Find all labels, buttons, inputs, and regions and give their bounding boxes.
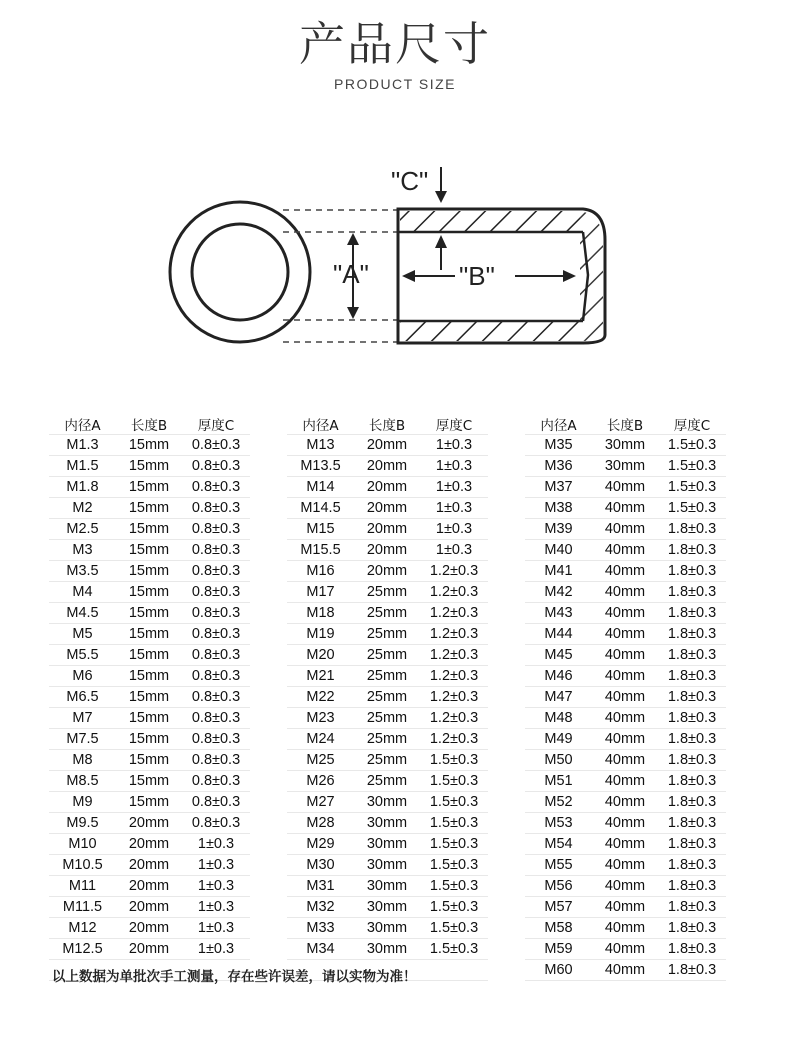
label-b: "B" <box>459 261 495 291</box>
cell-thickness: 0.8±0.3 <box>182 582 250 603</box>
table-row <box>49 855 726 876</box>
table-row <box>49 834 726 855</box>
cell-length: 20mm <box>354 456 420 477</box>
cell-length: 15mm <box>116 708 182 729</box>
cell-thickness: 1.8±0.3 <box>658 540 726 561</box>
table-row <box>49 645 726 666</box>
cell-inner-diameter: M11 <box>49 876 116 897</box>
cell-thickness: 0.8±0.3 <box>182 666 250 687</box>
header-inner-diameter: 内径A <box>49 414 116 435</box>
cell-length: 40mm <box>592 855 658 876</box>
cell-thickness: 1.8±0.3 <box>658 624 726 645</box>
page-title: 产品尺寸 <box>299 17 491 71</box>
cell-thickness: 1±0.3 <box>420 435 488 456</box>
cell-length: 20mm <box>116 876 182 897</box>
cell-inner-diameter: M43 <box>525 603 592 624</box>
cell-length: 40mm <box>592 792 658 813</box>
cell-length: 20mm <box>116 855 182 876</box>
cell-thickness: 0.8±0.3 <box>182 540 250 561</box>
cell-inner-diameter: M45 <box>525 645 592 666</box>
cell-thickness: 0.8±0.3 <box>182 771 250 792</box>
label-c: "C" <box>391 166 429 196</box>
cell-length: 40mm <box>592 708 658 729</box>
dimension-diagram <box>143 145 651 375</box>
cell-inner-diameter: M26 <box>287 771 354 792</box>
cell-thickness: 1±0.3 <box>182 834 250 855</box>
cell-inner-diameter: M15 <box>287 519 354 540</box>
cell-inner-diameter: M29 <box>287 834 354 855</box>
cell-length: 40mm <box>592 897 658 918</box>
cell-thickness: 1±0.3 <box>420 519 488 540</box>
cell-length: 20mm <box>116 939 182 960</box>
table-row <box>49 792 726 813</box>
cell-thickness: 0.8±0.3 <box>182 624 250 645</box>
cell-length: 40mm <box>592 603 658 624</box>
cell-inner-diameter: M31 <box>287 876 354 897</box>
measurement-note: 以上数据为单批次手工测量，存在些许误差，请以实物为准！ <box>52 969 417 985</box>
cell-inner-diameter: M32 <box>287 897 354 918</box>
cell-thickness: 1±0.3 <box>420 477 488 498</box>
cell-length: 15mm <box>116 435 182 456</box>
size-table-body <box>49 435 726 981</box>
cell-inner-diameter: M15.5 <box>287 540 354 561</box>
cell-thickness: 0.8±0.3 <box>182 750 250 771</box>
cell-inner-diameter: M59 <box>525 939 592 960</box>
cell-thickness: 1.8±0.3 <box>658 897 726 918</box>
cell-length: 20mm <box>354 477 420 498</box>
cell-inner-diameter: M22 <box>287 687 354 708</box>
cell-inner-diameter: M53 <box>525 813 592 834</box>
cell-thickness: 1.8±0.3 <box>658 687 726 708</box>
cell-inner-diameter: M4.5 <box>49 603 116 624</box>
table-row <box>49 603 726 624</box>
cell-thickness: 1.5±0.3 <box>420 771 488 792</box>
cell-thickness: 1.8±0.3 <box>658 645 726 666</box>
table-row <box>49 624 726 645</box>
cell-inner-diameter: M9 <box>49 792 116 813</box>
cell-inner-diameter: M47 <box>525 687 592 708</box>
cell-thickness: 1±0.3 <box>182 876 250 897</box>
table-row <box>49 771 726 792</box>
cell-inner-diameter: M10 <box>49 834 116 855</box>
table-row <box>49 498 726 519</box>
header-inner-diameter: 内径A <box>525 414 592 435</box>
cell-inner-diameter: M8.5 <box>49 771 116 792</box>
table-row <box>49 519 726 540</box>
cell-length: 30mm <box>592 435 658 456</box>
cell-thickness: 1±0.3 <box>420 540 488 561</box>
cell-inner-diameter: M1.3 <box>49 435 116 456</box>
cell-length: 40mm <box>592 918 658 939</box>
cell-inner-diameter: M11.5 <box>49 897 116 918</box>
cell-length: 40mm <box>592 729 658 750</box>
cell-thickness: 1.8±0.3 <box>658 750 726 771</box>
cell-length: 30mm <box>354 834 420 855</box>
header-thickness: 厚度C <box>420 414 488 435</box>
cell-inner-diameter: M12.5 <box>49 939 116 960</box>
cell-inner-diameter: M28 <box>287 813 354 834</box>
cell-length: 30mm <box>354 918 420 939</box>
cell-thickness: 0.8±0.3 <box>182 561 250 582</box>
cell-thickness: 1.8±0.3 <box>658 771 726 792</box>
table-row <box>49 918 726 939</box>
cell-inner-diameter: M36 <box>525 456 592 477</box>
cell-inner-diameter: M13 <box>287 435 354 456</box>
cell-length: 15mm <box>116 771 182 792</box>
cell-thickness: 1.8±0.3 <box>658 708 726 729</box>
cell-thickness: 0.8±0.3 <box>182 687 250 708</box>
cell-thickness: 1±0.3 <box>182 897 250 918</box>
cell-inner-diameter: M7 <box>49 708 116 729</box>
cell-thickness: 1.8±0.3 <box>658 666 726 687</box>
cell-thickness: 0.8±0.3 <box>182 519 250 540</box>
cell-thickness: 1.5±0.3 <box>420 855 488 876</box>
cell-inner-diameter: M41 <box>525 561 592 582</box>
cell-length: 25mm <box>354 582 420 603</box>
cell-thickness: 0.8±0.3 <box>182 498 250 519</box>
cell-inner-diameter: M44 <box>525 624 592 645</box>
table-row <box>49 813 726 834</box>
cell-inner-diameter: M42 <box>525 582 592 603</box>
cell-thickness: 1±0.3 <box>420 456 488 477</box>
cell-inner-diameter: M39 <box>525 519 592 540</box>
cell-length: 40mm <box>592 834 658 855</box>
cell-inner-diameter: M55 <box>525 855 592 876</box>
header-length: 长度B <box>354 414 420 435</box>
cell-thickness: 0.8±0.3 <box>182 456 250 477</box>
cell-length: 30mm <box>354 939 420 960</box>
cell-length: 25mm <box>354 771 420 792</box>
page-subtitle: PRODUCT SIZE <box>334 76 456 92</box>
cell-inner-diameter: M5.5 <box>49 645 116 666</box>
cell-thickness: 0.8±0.3 <box>182 645 250 666</box>
cell-length: 40mm <box>592 666 658 687</box>
cell-thickness: 1.8±0.3 <box>658 960 726 981</box>
table-row <box>49 561 726 582</box>
cell-length: 25mm <box>354 603 420 624</box>
cell-thickness: 1.8±0.3 <box>658 582 726 603</box>
cell-length: 25mm <box>354 729 420 750</box>
cell-thickness: 1.8±0.3 <box>658 792 726 813</box>
cell-inner-diameter: M57 <box>525 897 592 918</box>
cell-length: 40mm <box>592 624 658 645</box>
cell-length: 20mm <box>354 435 420 456</box>
cell-inner-diameter: M33 <box>287 918 354 939</box>
table-row <box>49 540 726 561</box>
cell-length: 15mm <box>116 456 182 477</box>
cell-length: 25mm <box>354 687 420 708</box>
cell-thickness: 1.5±0.3 <box>420 834 488 855</box>
cell-length: 15mm <box>116 624 182 645</box>
table-header-row <box>49 414 726 435</box>
cell-inner-diameter: M6 <box>49 666 116 687</box>
cell-inner-diameter: M34 <box>287 939 354 960</box>
cell-length: 20mm <box>354 519 420 540</box>
cell-inner-diameter: M48 <box>525 708 592 729</box>
table-row <box>49 435 726 456</box>
cell-inner-diameter: M38 <box>525 498 592 519</box>
cell-thickness: 1.5±0.3 <box>658 498 726 519</box>
cell-length: 20mm <box>116 813 182 834</box>
header-inner-diameter: 内径A <box>287 414 354 435</box>
cell-length: 20mm <box>116 897 182 918</box>
cell-inner-diameter: M20 <box>287 645 354 666</box>
cell-length: 40mm <box>592 687 658 708</box>
header-thickness: 厚度C <box>658 414 726 435</box>
cell-thickness: 1.2±0.3 <box>420 645 488 666</box>
cell-inner-diameter: M10.5 <box>49 855 116 876</box>
cell-thickness: 0.8±0.3 <box>182 813 250 834</box>
cell-length: 40mm <box>592 540 658 561</box>
cell-length: 15mm <box>116 645 182 666</box>
cell-inner-diameter: M23 <box>287 708 354 729</box>
cell-thickness: 1.5±0.3 <box>420 813 488 834</box>
cell-length: 15mm <box>116 603 182 624</box>
cell-length: 15mm <box>116 477 182 498</box>
cell-inner-diameter: M8 <box>49 750 116 771</box>
cell-inner-diameter: M51 <box>525 771 592 792</box>
cell-inner-diameter: M1.8 <box>49 477 116 498</box>
cell-length: 20mm <box>116 834 182 855</box>
cell-inner-diameter: M40 <box>525 540 592 561</box>
cell-length: 25mm <box>354 645 420 666</box>
table-row <box>49 687 726 708</box>
cell-thickness: 1.5±0.3 <box>420 750 488 771</box>
cell-inner-diameter: M46 <box>525 666 592 687</box>
table-row <box>49 897 726 918</box>
cell-thickness: 0.8±0.3 <box>182 435 250 456</box>
cell-inner-diameter: M49 <box>525 729 592 750</box>
cell-thickness: 1.2±0.3 <box>420 666 488 687</box>
cap-inner-circle <box>192 224 288 320</box>
cell-length: 40mm <box>592 813 658 834</box>
cell-thickness: 1.5±0.3 <box>658 435 726 456</box>
cell-thickness: 1.8±0.3 <box>658 939 726 960</box>
cell-length: 40mm <box>592 960 658 981</box>
cell-thickness: 1.2±0.3 <box>420 603 488 624</box>
cell-inner-diameter: M50 <box>525 750 592 771</box>
cell-inner-diameter: M2.5 <box>49 519 116 540</box>
cell-inner-diameter: M58 <box>525 918 592 939</box>
cell-length: 30mm <box>592 456 658 477</box>
cell-length: 30mm <box>354 813 420 834</box>
table-row <box>49 750 726 771</box>
cell-length: 40mm <box>592 750 658 771</box>
table-row <box>49 477 726 498</box>
cell-inner-diameter: M16 <box>287 561 354 582</box>
cell-inner-diameter: M3 <box>49 540 116 561</box>
cell-thickness: 1±0.3 <box>182 939 250 960</box>
cell-length: 40mm <box>592 582 658 603</box>
cell-inner-diameter: M5 <box>49 624 116 645</box>
cell-thickness: 1.8±0.3 <box>658 876 726 897</box>
cell-length: 15mm <box>116 666 182 687</box>
cell-length: 40mm <box>592 645 658 666</box>
cell-length: 40mm <box>592 771 658 792</box>
cell-inner-diameter: M21 <box>287 666 354 687</box>
cell-thickness: 0.8±0.3 <box>182 792 250 813</box>
cell-thickness: 1±0.3 <box>182 855 250 876</box>
cell-thickness: 1.5±0.3 <box>420 918 488 939</box>
cell-thickness: 1.5±0.3 <box>658 477 726 498</box>
cell-inner-diameter: M6.5 <box>49 687 116 708</box>
cell-thickness: 1.2±0.3 <box>420 729 488 750</box>
cell-thickness: 1.8±0.3 <box>658 855 726 876</box>
cell-thickness: 1±0.3 <box>182 918 250 939</box>
cell-length: 40mm <box>592 519 658 540</box>
cell-inner-diameter: M4 <box>49 582 116 603</box>
cell-length: 15mm <box>116 540 182 561</box>
cell-length: 20mm <box>354 561 420 582</box>
cell-inner-diameter: M30 <box>287 855 354 876</box>
table-row <box>49 708 726 729</box>
cell-thickness: 1.8±0.3 <box>658 519 726 540</box>
cell-thickness: 1.2±0.3 <box>420 582 488 603</box>
header-length: 长度B <box>592 414 658 435</box>
cell-length: 15mm <box>116 750 182 771</box>
cell-inner-diameter: M56 <box>525 876 592 897</box>
cell-thickness: 1±0.3 <box>420 498 488 519</box>
cell-inner-diameter: M13.5 <box>287 456 354 477</box>
cell-length: 15mm <box>116 729 182 750</box>
cell-thickness: 1.5±0.3 <box>420 792 488 813</box>
cell-inner-diameter: M14 <box>287 477 354 498</box>
cell-inner-diameter: M14.5 <box>287 498 354 519</box>
cell-thickness: 0.8±0.3 <box>182 708 250 729</box>
cell-inner-diameter: M27 <box>287 792 354 813</box>
cell-thickness: 1.8±0.3 <box>658 729 726 750</box>
cell-thickness: 1.2±0.3 <box>420 561 488 582</box>
cell-inner-diameter: M1.5 <box>49 456 116 477</box>
label-a: "A" <box>333 259 369 289</box>
cell-thickness <box>420 960 488 981</box>
cell-thickness: 1.2±0.3 <box>420 708 488 729</box>
cell-inner-diameter: M19 <box>287 624 354 645</box>
header-length: 长度B <box>116 414 182 435</box>
cell-inner-diameter: M35 <box>525 435 592 456</box>
cell-inner-diameter: M60 <box>525 960 592 981</box>
cell-inner-diameter: M12 <box>49 918 116 939</box>
cell-length: 40mm <box>592 939 658 960</box>
cell-thickness: 1.5±0.3 <box>658 456 726 477</box>
cell-thickness: 0.8±0.3 <box>182 477 250 498</box>
header-thickness: 厚度C <box>182 414 250 435</box>
cell-thickness: 1.5±0.3 <box>420 876 488 897</box>
cell-thickness: 0.8±0.3 <box>182 729 250 750</box>
cell-length: 40mm <box>592 561 658 582</box>
table-row <box>49 939 726 960</box>
cell-inner-diameter: M54 <box>525 834 592 855</box>
cell-length: 20mm <box>354 540 420 561</box>
cell-thickness: 1.8±0.3 <box>658 834 726 855</box>
cell-inner-diameter: M17 <box>287 582 354 603</box>
cell-length: 15mm <box>116 498 182 519</box>
cell-inner-diameter: M25 <box>287 750 354 771</box>
table-row <box>49 582 726 603</box>
cell-inner-diameter: M24 <box>287 729 354 750</box>
cell-length: 40mm <box>592 477 658 498</box>
cell-inner-diameter: M37 <box>525 477 592 498</box>
table-row <box>49 729 726 750</box>
cell-thickness: 1.8±0.3 <box>658 603 726 624</box>
cell-inner-diameter: M18 <box>287 603 354 624</box>
cell-thickness: 1.8±0.3 <box>658 813 726 834</box>
cell-inner-diameter: M9.5 <box>49 813 116 834</box>
cell-length: 15mm <box>116 582 182 603</box>
cell-inner-diameter: M52 <box>525 792 592 813</box>
size-table <box>49 414 726 981</box>
cell-thickness: 1.2±0.3 <box>420 624 488 645</box>
cell-length: 25mm <box>354 750 420 771</box>
cell-length: 15mm <box>116 687 182 708</box>
cell-length: 25mm <box>354 708 420 729</box>
cell-thickness: 0.8±0.3 <box>182 603 250 624</box>
cell-thickness: 1.8±0.3 <box>658 918 726 939</box>
cell-length: 40mm <box>592 498 658 519</box>
cell-thickness: 1.5±0.3 <box>420 897 488 918</box>
cell-length: 15mm <box>116 792 182 813</box>
cell-length: 15mm <box>116 561 182 582</box>
cell-inner-diameter: M7.5 <box>49 729 116 750</box>
cell-length: 30mm <box>354 876 420 897</box>
cell-length: 15mm <box>116 519 182 540</box>
cell-length: 40mm <box>592 876 658 897</box>
cell-length: 30mm <box>354 897 420 918</box>
cell-length: 30mm <box>354 855 420 876</box>
cell-thickness: 1.2±0.3 <box>420 687 488 708</box>
cell-inner-diameter: M3.5 <box>49 561 116 582</box>
cell-length: 30mm <box>354 792 420 813</box>
cell-inner-diameter: M2 <box>49 498 116 519</box>
table-row <box>49 876 726 897</box>
cell-length: 20mm <box>354 498 420 519</box>
cell-length: 25mm <box>354 666 420 687</box>
cell-thickness: 1.8±0.3 <box>658 561 726 582</box>
table-row <box>49 456 726 477</box>
cell-length: 25mm <box>354 624 420 645</box>
cell-thickness: 1.5±0.3 <box>420 939 488 960</box>
table-row <box>49 666 726 687</box>
cell-length: 20mm <box>116 918 182 939</box>
